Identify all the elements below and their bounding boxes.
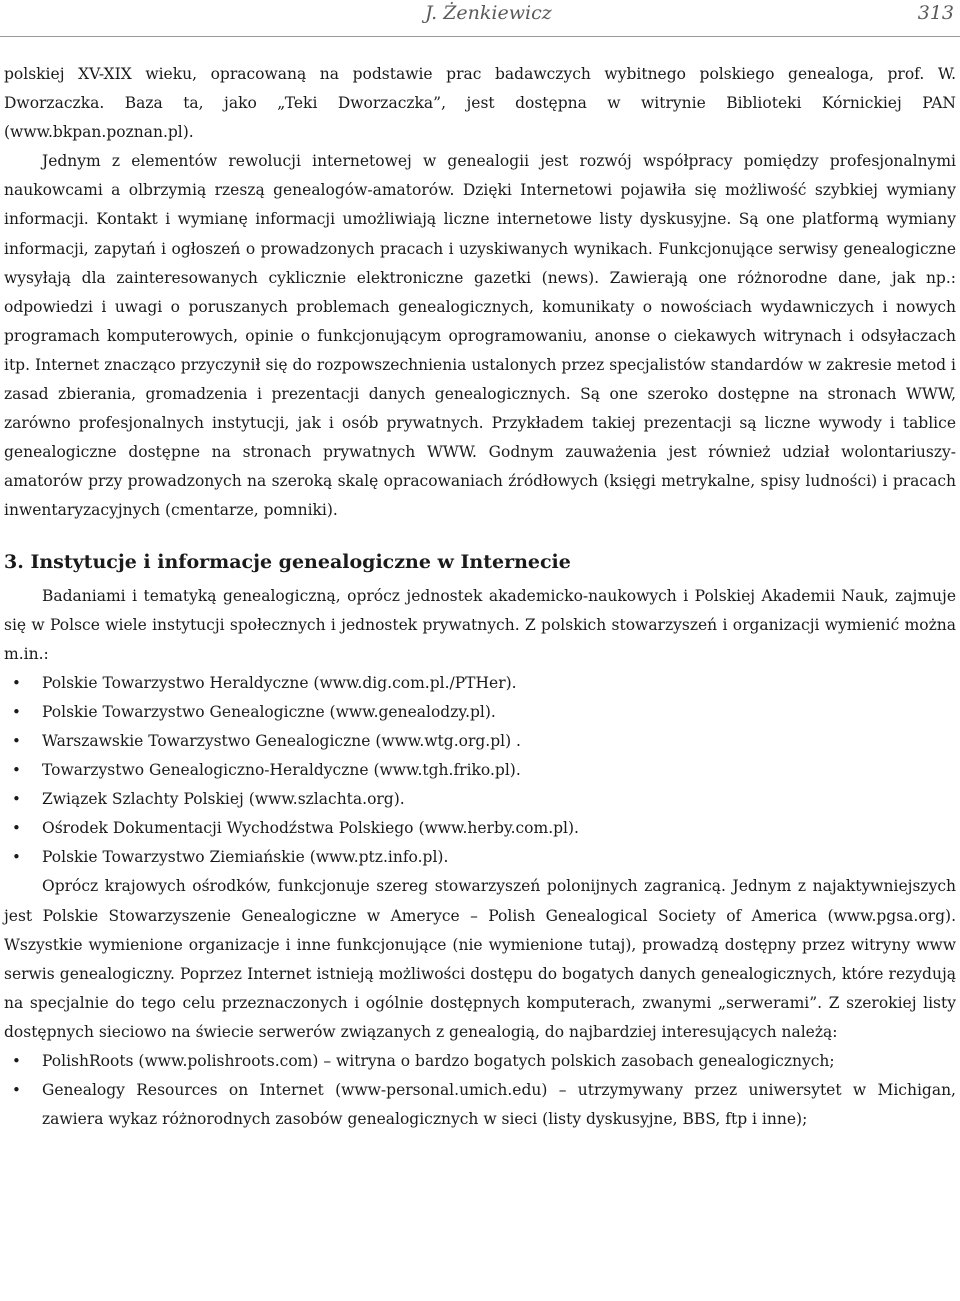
list-item-text: Polskie Towarzystwo Heraldyczne (www.dig.com.pl./PTHer). [42, 673, 517, 692]
list-item [4, 669, 956, 698]
list-item-text: Towarzystwo Genealogiczno-Heraldyczne (www.tgh.friko.pl). [42, 761, 521, 780]
servers-list [4, 1047, 956, 1134]
header-author: J. Żenkiewicz [425, 2, 552, 24]
paragraph-institutions: Badaniami i tematyką genealogiczną, oprócz jednostek akademicko-naukowych i Polskiej Akademii Nauk, zajmuje się w Polsce wiele instytucji społecznych i jednostek prywatnych. Z polskich stowarzyszeń i organizacji wymienić można m.in.: [4, 586, 956, 663]
list-item [4, 756, 956, 785]
list-item [4, 814, 956, 843]
list-item-text: Warszawskie Towarzystwo Genealogiczne (www.wtg.org.pl) . [42, 731, 521, 750]
list-item-text: Polskie Towarzystwo Genealogiczne (www.genealodzy.pl). [42, 702, 496, 721]
body-text [4, 60, 956, 1134]
bullet-marker: • [12, 848, 21, 867]
page-number: 313 [917, 2, 954, 24]
list-item [4, 1076, 956, 1134]
running-header [0, 0, 960, 30]
bullet-marker: • [12, 1081, 21, 1100]
bullet-marker: • [12, 1052, 21, 1070]
list-item [4, 727, 956, 756]
list-item [4, 1047, 956, 1076]
bullet-marker: • [12, 673, 21, 692]
list-item-text: Ośrodek Dokumentacji Wychodźstwa Polskiego (www.herby.com.pl). [42, 819, 579, 838]
list-item-text: Genealogy Resources on Internet (www-personal.umich.edu) – utrzymywany przez uniwersytet w Michigan, zawiera wykaz różnorodnych zasobów genealogicznych w sieci (listy dyskusyjne, BBS, ftp i inne); [42, 1081, 956, 1129]
bullet-marker: • [12, 761, 21, 780]
list-item-text: PolishRoots (www.polishroots.com) – witryna o bardzo bogatych polskich zasobach genealogicznych; [42, 1052, 835, 1070]
header-divider [0, 36, 960, 37]
list-item-text: Związek Szlachty Polskiej (www.szlachta.org). [42, 790, 405, 809]
organizations-list [4, 669, 956, 873]
list-item [4, 843, 956, 872]
section-heading: 3. Instytucje i informacje genealogiczne w Internecie [4, 550, 571, 573]
bullet-marker: • [12, 731, 21, 750]
list-item [4, 785, 956, 814]
list-item-text: Polskie Towarzystwo Ziemiańskie (www.ptz.info.pl). [42, 848, 449, 867]
list-item [4, 698, 956, 727]
paragraph-continuation: polskiej XV-XIX wieku, opracowaną na podstawie prac badawczych wybitnego polskiego genealoga, prof. W. Dworzaczka. Baza ta, jako „Teki Dworzaczka”, jest dostępna w witrynie Biblioteki Kórnickiej PAN (www.bkpan.poznan.pl). [4, 65, 956, 142]
bullet-marker: • [12, 819, 21, 838]
paragraph-polonia: Oprócz krajowych ośrodków, funkcjonuje szereg stowarzyszeń polonijnych zagranicą. Jednym z najaktywniejszych jest Polskie Stowarzyszenie Genealogiczne w Ameryce – Polish Genealogical Society of America (www.pgsa.org). Wszystkie wymienione organizacje i inne funkcjonujące (nie wymienione tutaj), prowadzą dostępny przez witryny www serwis genealogiczny. Poprzez Internet istnieją możliwości dostępu do bogatych danych genealogicznych, które rezydują na specjalnie do tego celu przeznaczonych i ogólnie dostępnych komputerach, zwanymi „serwerami”. Z szerokiej listy dostępnych sieciowo na świecie serwerów związanych z genealogią, do najbardziej interesujących należą: [4, 877, 956, 1041]
bullet-marker: • [12, 790, 21, 809]
paragraph-internet-revolution: Jednym z elementów rewolucji internetowej w genealogii jest rozwój współpracy pomiędzy profesjonalnymi naukowcami a olbrzymią rzeszą genealogów-amatorów. Dzięki Internetowi pojawiła się możliwość szybkiej wymiany informacji. Kontakt i wymianę informacji umożliwiają liczne internetowe listy dyskusyjne. Są one platformą wymiany informacji, zapytań i ogłoszeń o prowadzonych pracach i uzyskiwanych wynikach. Funkcjonujące serwisy genealogiczne wysyłają dla zainteresowanych cyklicznie elektroniczne gazetki (news). Zawierają one różnorodne dane, jak np.: odpowiedzi i uwagi o poruszanych problemach genealogicznych, komunikaty o nowościach wydawniczych i nowych programach komputerowych, opinie o funkcjonującym oprogramowaniu, anonse o ciekawych witrynach i odsyłaczach itp. Internet znacząco przyczynił się do rozpowszechnienia ustalonych przez specjalistów standardów w zakresie metod i zasad zbierania, gromadzenia i prezentacji danych genealogicznych. Są one szeroko dostępne na stronach WWW, zarówno profesjonalnych instytucji, jak i osób prywatnych. Przykładem takiej prezentacji są liczne wywody i tablice genealogiczne dostępne na stronach prywatnych WWW. Godnym zauważenia jest również udział wolontariuszy-amatorów przy prowadzonych na szeroką skalę opracowaniach źródłowych (księgi metrykalne, spisy ludności) i pracach inwentaryzacyjnych (cmentarze, pomniki). [4, 152, 956, 520]
bullet-marker: • [12, 702, 21, 721]
